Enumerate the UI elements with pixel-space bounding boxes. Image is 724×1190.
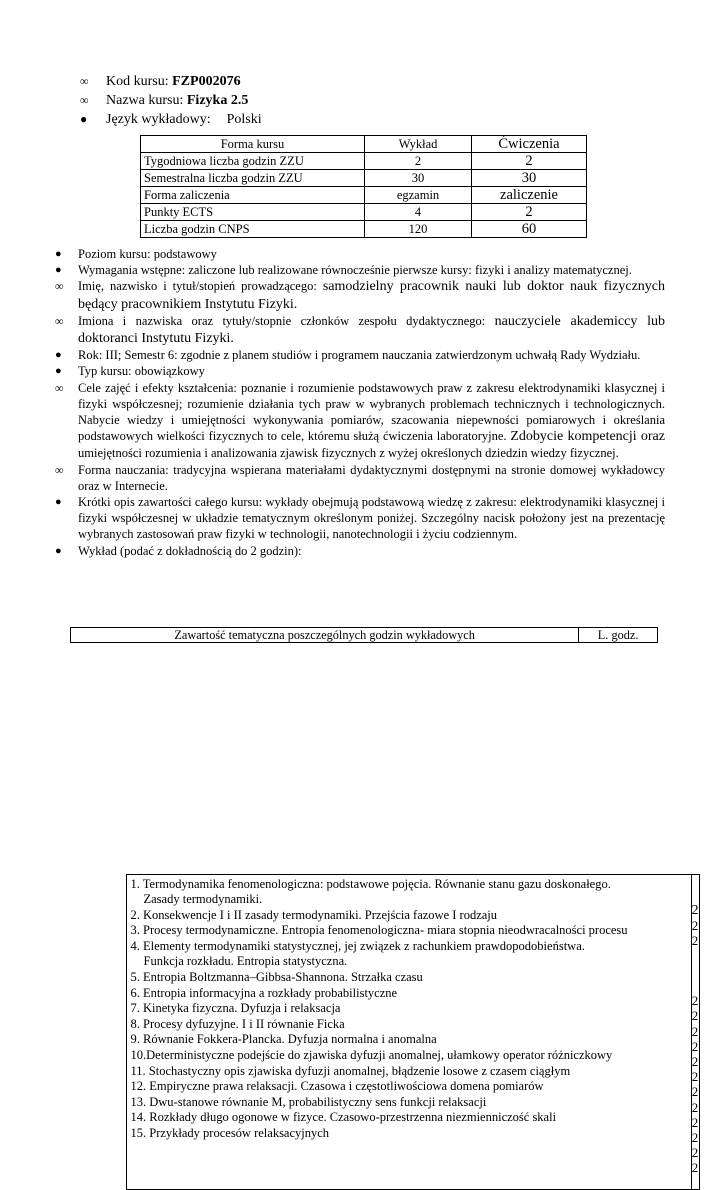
hours-value: 2: [692, 1100, 699, 1115]
instructor-text: [78, 278, 665, 312]
topic-line: Zasady termodynamiki.: [131, 892, 687, 908]
description-text: Krótki opis zawartości całego kursu: wykłady obejmują podstawową wiedzę z zakresu: elektrodynamiki klasycznej i fizyki współczesnej w układzie tematycznym określonym poniżej. Szczególny nacisk położony jest na prezentację wybranych zastosowań praw fizyki w technologii, nanotechnologii i życiu codziennym.: [78, 494, 665, 543]
table-row: [141, 170, 587, 187]
list-item-description: [55, 494, 665, 543]
topic-line: 5. Entropia Boltzmanna–Gibbsa-Shannona. Strzałka czasu: [131, 970, 687, 986]
table-row: [141, 204, 587, 221]
lecture-text: Wykład (podać z dokładnością do 2 godzin):: [78, 543, 665, 559]
topic-line: 15. Przykłady procesów relaksacyjnych: [131, 1126, 687, 1142]
hours-value: 2: [692, 1084, 699, 1099]
instructor-label: Imię, nazwisko i tytuł/stopień prowadzącego:: [78, 279, 323, 293]
lecture-topics-table: [70, 627, 658, 643]
list-item-type: [55, 363, 665, 379]
topic-line: 11. Stochastyczny opis zjawiska dyfuzji anomalnej, błądzenie losowe z czasem ciągłym: [131, 1064, 687, 1080]
goals-part-2: Zdobycie kompetencji oraz: [510, 429, 665, 444]
list-item-year: [55, 347, 665, 363]
bullet-dot-icon: ●: [55, 543, 78, 559]
hours-value: 2: [692, 933, 699, 948]
header-cell-hours: L. godz.: [579, 628, 658, 643]
team-label: Imiona i nazwiska oraz tytuły/stopnie członków zespołu dydaktycznego:: [78, 314, 495, 328]
table-cell: Tygodniowa liczba godzin ZZU: [141, 153, 365, 170]
infinity-bullet-icon: ∞: [55, 380, 78, 396]
hours-value: 2: [692, 1069, 699, 1084]
course-name-label: Nazwa kursu:: [106, 91, 183, 110]
table-row: [126, 874, 724, 1190]
goals-part-3: umiejętności rozumienia i analizowania zjawisk fizycznych z wyżej określonych dziedzin wiedzy fizycznej.: [78, 446, 619, 460]
prerequisites-text: Wymagania wstępne: zaliczone lub realizowane równocześnie pierwsze kursy: fizyki i analizy matematycznej.: [78, 262, 665, 278]
topic-line: 1. Termodynamika fenomenologiczna: podstawowe pojęcia. Równanie stanu gazu doskonałego.: [131, 877, 687, 893]
bullet-dot-icon: ●: [55, 363, 78, 379]
topic-line: 10.Deterministyczne podejście do zjawiska dyfuzji anomalnej, ułamkowy operator różniczkowy: [131, 1048, 687, 1064]
topic-line: 8. Procesy dyfuzyjne. I i II równanie Ficka: [131, 1017, 687, 1033]
topic-line: 9. Równanie Fokkera-Plancka. Dyfuzja normalna i anomalna: [131, 1032, 687, 1048]
table-cell: Semestralna liczba godzin ZZU: [141, 170, 365, 187]
topic-line: Funkcja rozkładu. Entropia statystyczna.: [131, 954, 687, 970]
course-name-row: [80, 91, 262, 110]
hours-value: 2: [692, 918, 699, 933]
infinity-bullet-icon: ∞: [55, 313, 78, 329]
table-cell: 2: [365, 153, 472, 170]
table-row: [141, 187, 587, 204]
instructor-value: samodzielny pracownik nauki lub doktor nauk fizycznych będący pracownikiem Instytutu Fizyki.: [78, 279, 665, 311]
hours-value: 2: [692, 1115, 699, 1130]
bullet-dot-icon: ●: [55, 246, 78, 262]
table-header-row: [141, 136, 587, 153]
topic-line: 13. Dwu-stanowe równanie M, probabilistyczny sens funkcji relaksacji: [131, 1095, 687, 1111]
table-cell: Punkty ECTS: [141, 204, 365, 221]
infinity-bullet-icon: ∞: [80, 91, 106, 110]
hours-value: 2: [692, 1160, 699, 1175]
list-item-instructor: [55, 278, 665, 312]
list-item-level: [55, 246, 665, 262]
header-cell-exercises: Ćwiczenia: [472, 136, 587, 153]
hours-value: 2: [692, 1039, 699, 1054]
infinity-bullet-icon: ∞: [55, 462, 78, 478]
topic-line: 14. Rozkłady długo ogonowe w fizyce. Czasowo-przestrzenna niezmienniczość skali: [131, 1110, 687, 1126]
language-label: Język wykładowy:: [106, 110, 211, 129]
bullet-dot-icon: ●: [55, 347, 78, 363]
table-cell: 60: [472, 221, 587, 238]
hours-cell: [691, 874, 699, 1189]
goals-part-1: Cele zajęć i efekty kształcenia: poznanie i rozumienie podstawowych praw z zakresu elektrodynamiki klasycznej i fizyki współczesnej; rozumienie działania tych praw w wybranych problemach technicznych i technologicznych. Nabycie wiedzy i umiejętności wykonywania pomiarów, szacowania niepewności pomiarowych i określania podstawowych wielkości fizycznych to cele, któremu służą ćwiczenia laboratoryjne.: [78, 381, 665, 444]
table-cell: 2: [472, 204, 587, 221]
bullet-dot-icon: ●: [55, 262, 78, 278]
table-cell: 30: [365, 170, 472, 187]
list-item-lecture: [55, 543, 665, 559]
team-text: [78, 313, 665, 347]
goals-text: [78, 380, 665, 462]
infinity-bullet-icon: ∞: [55, 278, 78, 294]
course-summary-table: [140, 135, 587, 238]
header-cell-topics: Zawartość tematyczna poszczególnych godzin wykładowych: [71, 628, 579, 643]
hours-value: 2: [692, 1008, 699, 1023]
topic-line: 3. Procesy termodynamiczne. Entropia fenomenologiczna- miara stopnia nieodwracalności procesu: [131, 923, 687, 939]
teaching-form-text: Forma nauczania: tradycyjna wspierana materiałami dydaktycznymi dostępnymi na stronie domowej wykładowcy oraz w Internecie.: [78, 462, 665, 494]
list-item-team: [55, 313, 665, 347]
table-cell: 4: [365, 204, 472, 221]
topic-line: 7. Kinetyka fizyczna. Dyfuzja i relaksacja: [131, 1001, 687, 1017]
hours-value: 2: [692, 1145, 699, 1160]
course-description-list: [55, 246, 665, 559]
level-text: Poziom kursu: podstawowy: [78, 246, 665, 262]
table-header-row: [71, 628, 658, 643]
list-item-teaching-form: [55, 462, 665, 494]
table-row: [141, 153, 587, 170]
table-cell: Liczba godzin CNPS: [141, 221, 365, 238]
table-cell: Forma zaliczenia: [141, 187, 365, 204]
list-item-prerequisites: [55, 262, 665, 278]
course-code-row: [80, 72, 262, 91]
topic-line: 2. Konsekwencje I i II zasady termodynamiki. Przejścia fazowe I rodzaju: [131, 908, 687, 924]
topic-line: 6. Entropia informacyjna a rozkłady probabilistyczne: [131, 986, 687, 1002]
table-row: [141, 221, 587, 238]
infinity-bullet-icon: ∞: [80, 72, 106, 91]
hours-value: 2: [692, 903, 699, 918]
language-row: [80, 110, 262, 129]
language-value: Polski: [227, 110, 262, 129]
bullet-dot-icon: ●: [55, 494, 78, 510]
topic-line: 4. Elementy termodynamiki statystycznej, jej związek z rachunkiem prawdopodobieństwa.: [131, 939, 687, 955]
header-cell-lecture: Wykład: [365, 136, 472, 153]
hours-value: 2: [692, 993, 699, 1008]
type-text: Typ kursu: obowiązkowy: [78, 363, 665, 379]
hours-value: 2: [692, 1054, 699, 1069]
table-cell: zaliczenie: [472, 187, 587, 204]
year-text: Rok: III; Semestr 6: zgodnie z planem studiów i programem nauczania zatwierdzonym uchwałą Rady Wydziału.: [78, 347, 665, 363]
hours-value: 2: [692, 1130, 699, 1145]
table-cell: 120: [365, 221, 472, 238]
hours-value: 2: [692, 1024, 699, 1039]
table-cell: egzamin: [365, 187, 472, 204]
header-cell-form: Forma kursu: [141, 136, 365, 153]
course-name-value: Fizyka 2.5: [187, 91, 248, 110]
topic-line: 12. Empiryczne prawa relaksacji. Czasowa i częstotliwościowa domena pomiarów: [131, 1079, 687, 1095]
team-value: nauczyciele akademiccy lub doktoranci Instytutu Fizyki.: [78, 314, 665, 346]
course-code-label: Kod kursu:: [106, 72, 169, 91]
table-cell: 2: [472, 153, 587, 170]
list-item-goals: [55, 380, 665, 462]
table-cell: 30: [472, 170, 587, 187]
course-header: [80, 72, 262, 129]
topics-cell: [126, 874, 691, 1189]
bullet-dot-icon: ●: [80, 110, 106, 129]
course-code-value: FZP002076: [172, 72, 240, 91]
